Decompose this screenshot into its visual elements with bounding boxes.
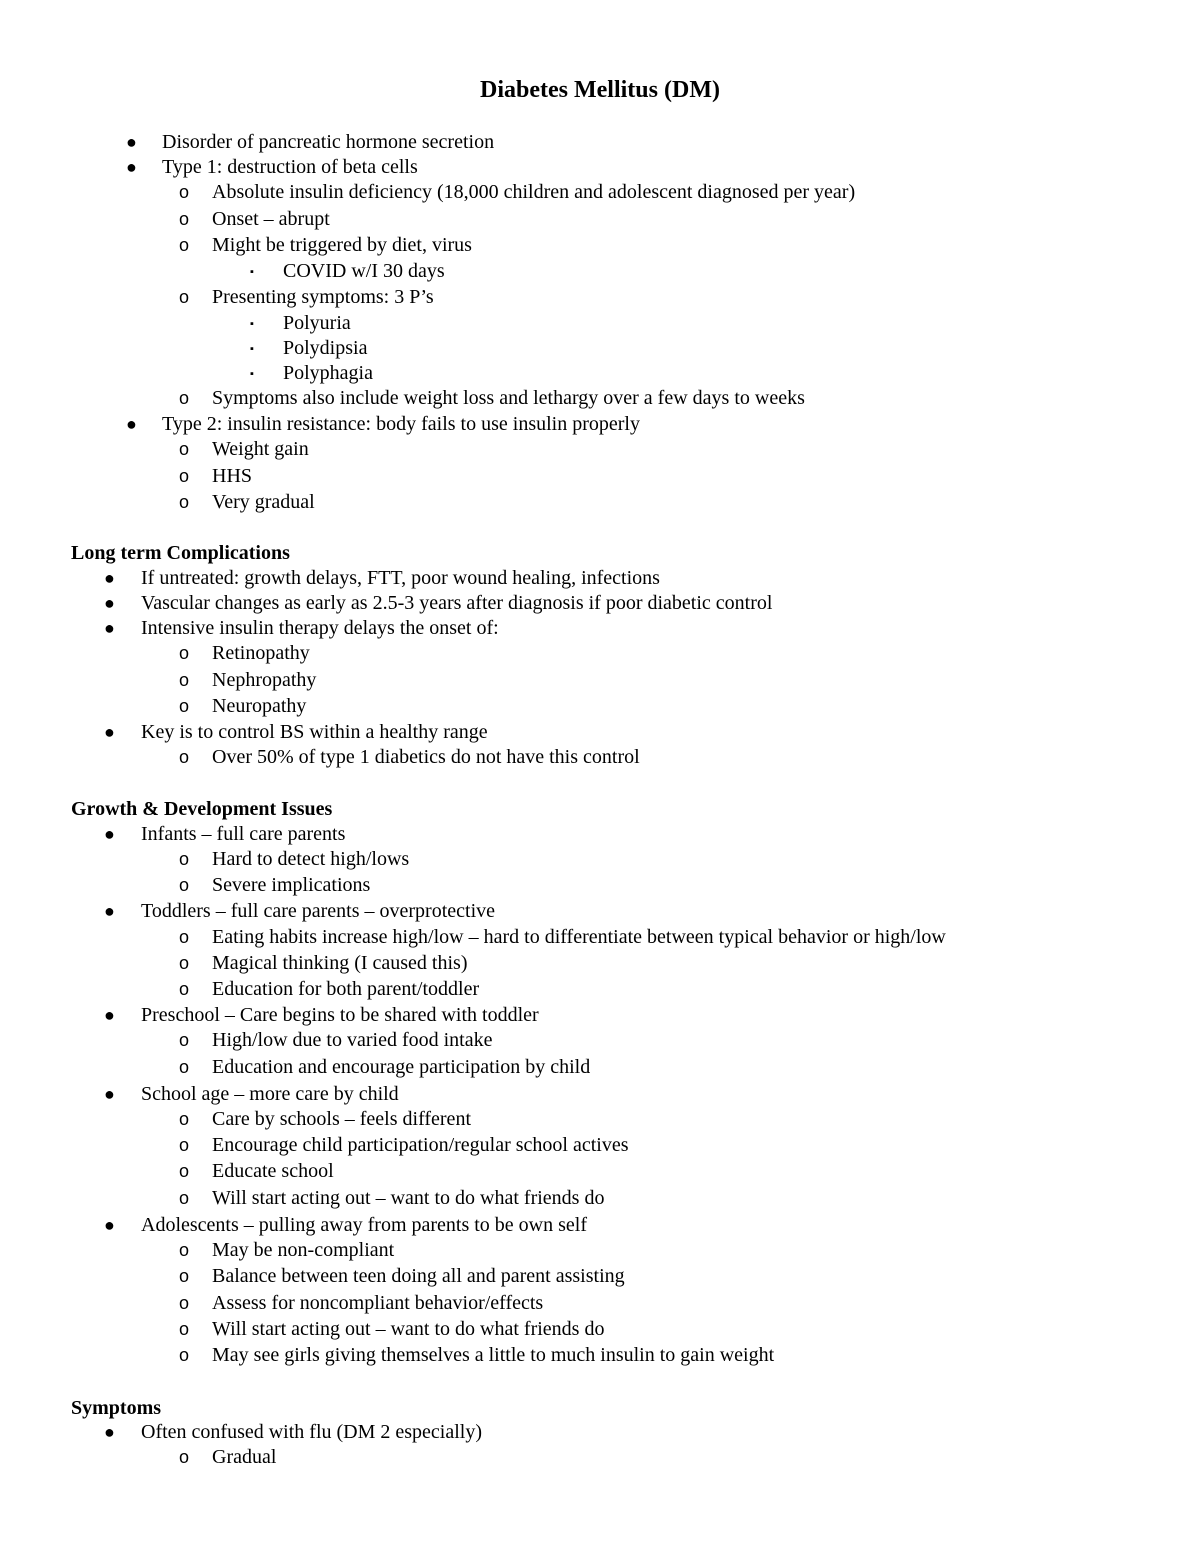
growth-list-item: Severe implications	[212, 874, 371, 896]
complications-list-item: Nephropathy	[212, 669, 317, 691]
list-bullet-level-2: o	[179, 927, 190, 947]
intro-list-item: Onset – abrupt	[212, 208, 330, 230]
list-bullet-level-3: ▪	[250, 368, 254, 380]
section-heading-complications: Long term Complications	[71, 542, 290, 564]
list-bullet-level-1: ●	[104, 1215, 115, 1235]
complications-list-item: Over 50% of type 1 diabetics do not have this control	[212, 746, 640, 768]
intro-list-item: Type 1: destruction of beta cells	[162, 156, 418, 178]
list-bullet-level-2: o	[179, 979, 190, 999]
list-bullet-level-1: ●	[104, 722, 115, 742]
list-bullet-level-2: o	[179, 182, 190, 202]
growth-list-item: Assess for noncompliant behavior/effects	[212, 1292, 544, 1314]
intro-list-item: Might be triggered by diet, virus	[212, 234, 472, 256]
complications-list-item: If untreated: growth delays, FTT, poor wound healing, infections	[141, 567, 660, 589]
intro-list-item: Polydipsia	[283, 337, 368, 359]
intro-list-item: Absolute insulin deficiency (18,000 children and adolescent diagnosed per year)	[212, 181, 856, 203]
list-bullet-level-2: o	[179, 670, 190, 690]
list-bullet-level-3: ▪	[250, 343, 254, 355]
list-bullet-level-2: o	[179, 849, 190, 869]
complications-list-item: Vascular changes as early as 2.5-3 years after diagnosis if poor diabetic control	[141, 592, 773, 614]
growth-list-item: Educate school	[212, 1160, 334, 1182]
growth-list-item: Eating habits increase high/low – hard to differentiate between typical behavior or high/low	[212, 926, 946, 948]
list-bullet-level-2: o	[179, 1345, 190, 1365]
list-bullet-level-1: ●	[126, 157, 137, 177]
list-bullet-level-2: o	[179, 466, 190, 486]
growth-list-item: Will start acting out – want to do what friends do	[212, 1187, 605, 1209]
list-bullet-level-2: o	[179, 235, 190, 255]
symptoms-list-item: Gradual	[212, 1446, 277, 1468]
list-bullet-level-2: o	[179, 1135, 190, 1155]
growth-list-item: Balance between teen doing all and parent assisting	[212, 1265, 625, 1287]
complications-list-item: Retinopathy	[212, 642, 310, 664]
list-bullet-level-1: ●	[104, 618, 115, 638]
list-bullet-level-1: ●	[104, 1084, 115, 1104]
growth-list-item: May see girls giving themselves a little to much insulin to gain weight	[212, 1344, 775, 1366]
growth-list-item: High/low due to varied food intake	[212, 1029, 493, 1051]
intro-list-item: Symptoms also include weight loss and lethargy over a few days to weeks	[212, 387, 805, 409]
growth-list-item: Care by schools – feels different	[212, 1108, 471, 1130]
list-bullet-level-2: o	[179, 287, 190, 307]
growth-list-item: Encourage child participation/regular school actives	[212, 1134, 629, 1156]
list-bullet-level-2: o	[179, 209, 190, 229]
growth-list-item: Magical thinking (I caused this)	[212, 952, 468, 974]
list-bullet-level-1: ●	[104, 901, 115, 921]
list-bullet-level-1: ●	[104, 1422, 115, 1442]
complications-list-item: Key is to control BS within a healthy range	[141, 721, 488, 743]
list-bullet-level-3: ▪	[250, 266, 254, 278]
growth-list-item: Toddlers – full care parents – overprotective	[141, 900, 496, 922]
intro-list-item: Disorder of pancreatic hormone secretion	[162, 131, 495, 153]
intro-list-item: Type 2: insulin resistance: body fails to use insulin properly	[162, 413, 640, 435]
list-bullet-level-1: ●	[104, 824, 115, 844]
symptoms-list-item: Often confused with flu (DM 2 especially)	[141, 1421, 483, 1443]
list-bullet-level-1: ●	[104, 568, 115, 588]
list-bullet-level-2: o	[179, 875, 190, 895]
growth-list-item: Hard to detect high/lows	[212, 848, 410, 870]
list-bullet-level-2: o	[179, 1188, 190, 1208]
list-bullet-level-2: o	[179, 492, 190, 512]
list-bullet-level-2: o	[179, 1030, 190, 1050]
list-bullet-level-2: o	[179, 1447, 190, 1467]
intro-list-item: COVID w/I 30 days	[283, 260, 445, 282]
list-bullet-level-2: o	[179, 696, 190, 716]
section-heading-symptoms: Symptoms	[71, 1397, 162, 1419]
list-bullet-level-2: o	[179, 1240, 190, 1260]
list-bullet-level-1: ●	[126, 132, 137, 152]
intro-list-item: Presenting symptoms: 3 P’s	[212, 286, 434, 308]
growth-list-item: School age – more care by child	[141, 1083, 399, 1105]
intro-list-item: Weight gain	[212, 438, 309, 460]
list-bullet-level-2: o	[179, 1109, 190, 1129]
list-bullet-level-2: o	[179, 439, 190, 459]
list-bullet-level-2: o	[179, 1057, 190, 1077]
list-bullet-level-1: ●	[104, 593, 115, 613]
growth-list-item: May be non-compliant	[212, 1239, 395, 1261]
complications-list-item: Intensive insulin therapy delays the onset of:	[141, 617, 499, 639]
intro-list-item: Polyuria	[283, 312, 351, 334]
list-bullet-level-2: o	[179, 747, 190, 767]
list-bullet-level-1: ●	[104, 1005, 115, 1025]
list-bullet-level-2: o	[179, 643, 190, 663]
list-bullet-level-2: o	[179, 1161, 190, 1181]
section-heading-growth: Growth & Development Issues	[71, 798, 333, 820]
growth-list-item: Education and encourage participation by child	[212, 1056, 591, 1078]
list-bullet-level-2: o	[179, 388, 190, 408]
intro-list-item: Very gradual	[212, 491, 315, 513]
growth-list-item: Adolescents – pulling away from parents to be own self	[141, 1214, 588, 1236]
complications-list-item: Neuropathy	[212, 695, 307, 717]
list-bullet-level-2: o	[179, 1293, 190, 1313]
list-bullet-level-2: o	[179, 1266, 190, 1286]
page-title: Diabetes Mellitus (DM)	[480, 77, 720, 103]
growth-list-item: Infants – full care parents	[141, 823, 346, 845]
list-bullet-level-2: o	[179, 953, 190, 973]
intro-list-item: Polyphagia	[283, 362, 373, 384]
growth-list-item: Education for both parent/toddler	[212, 978, 480, 1000]
list-bullet-level-3: ▪	[250, 318, 254, 330]
growth-list-item: Preschool – Care begins to be shared with toddler	[141, 1004, 539, 1026]
list-bullet-level-2: o	[179, 1319, 190, 1339]
growth-list-item: Will start acting out – want to do what friends do	[212, 1318, 605, 1340]
intro-list-item: HHS	[212, 465, 253, 487]
list-bullet-level-1: ●	[126, 414, 137, 434]
